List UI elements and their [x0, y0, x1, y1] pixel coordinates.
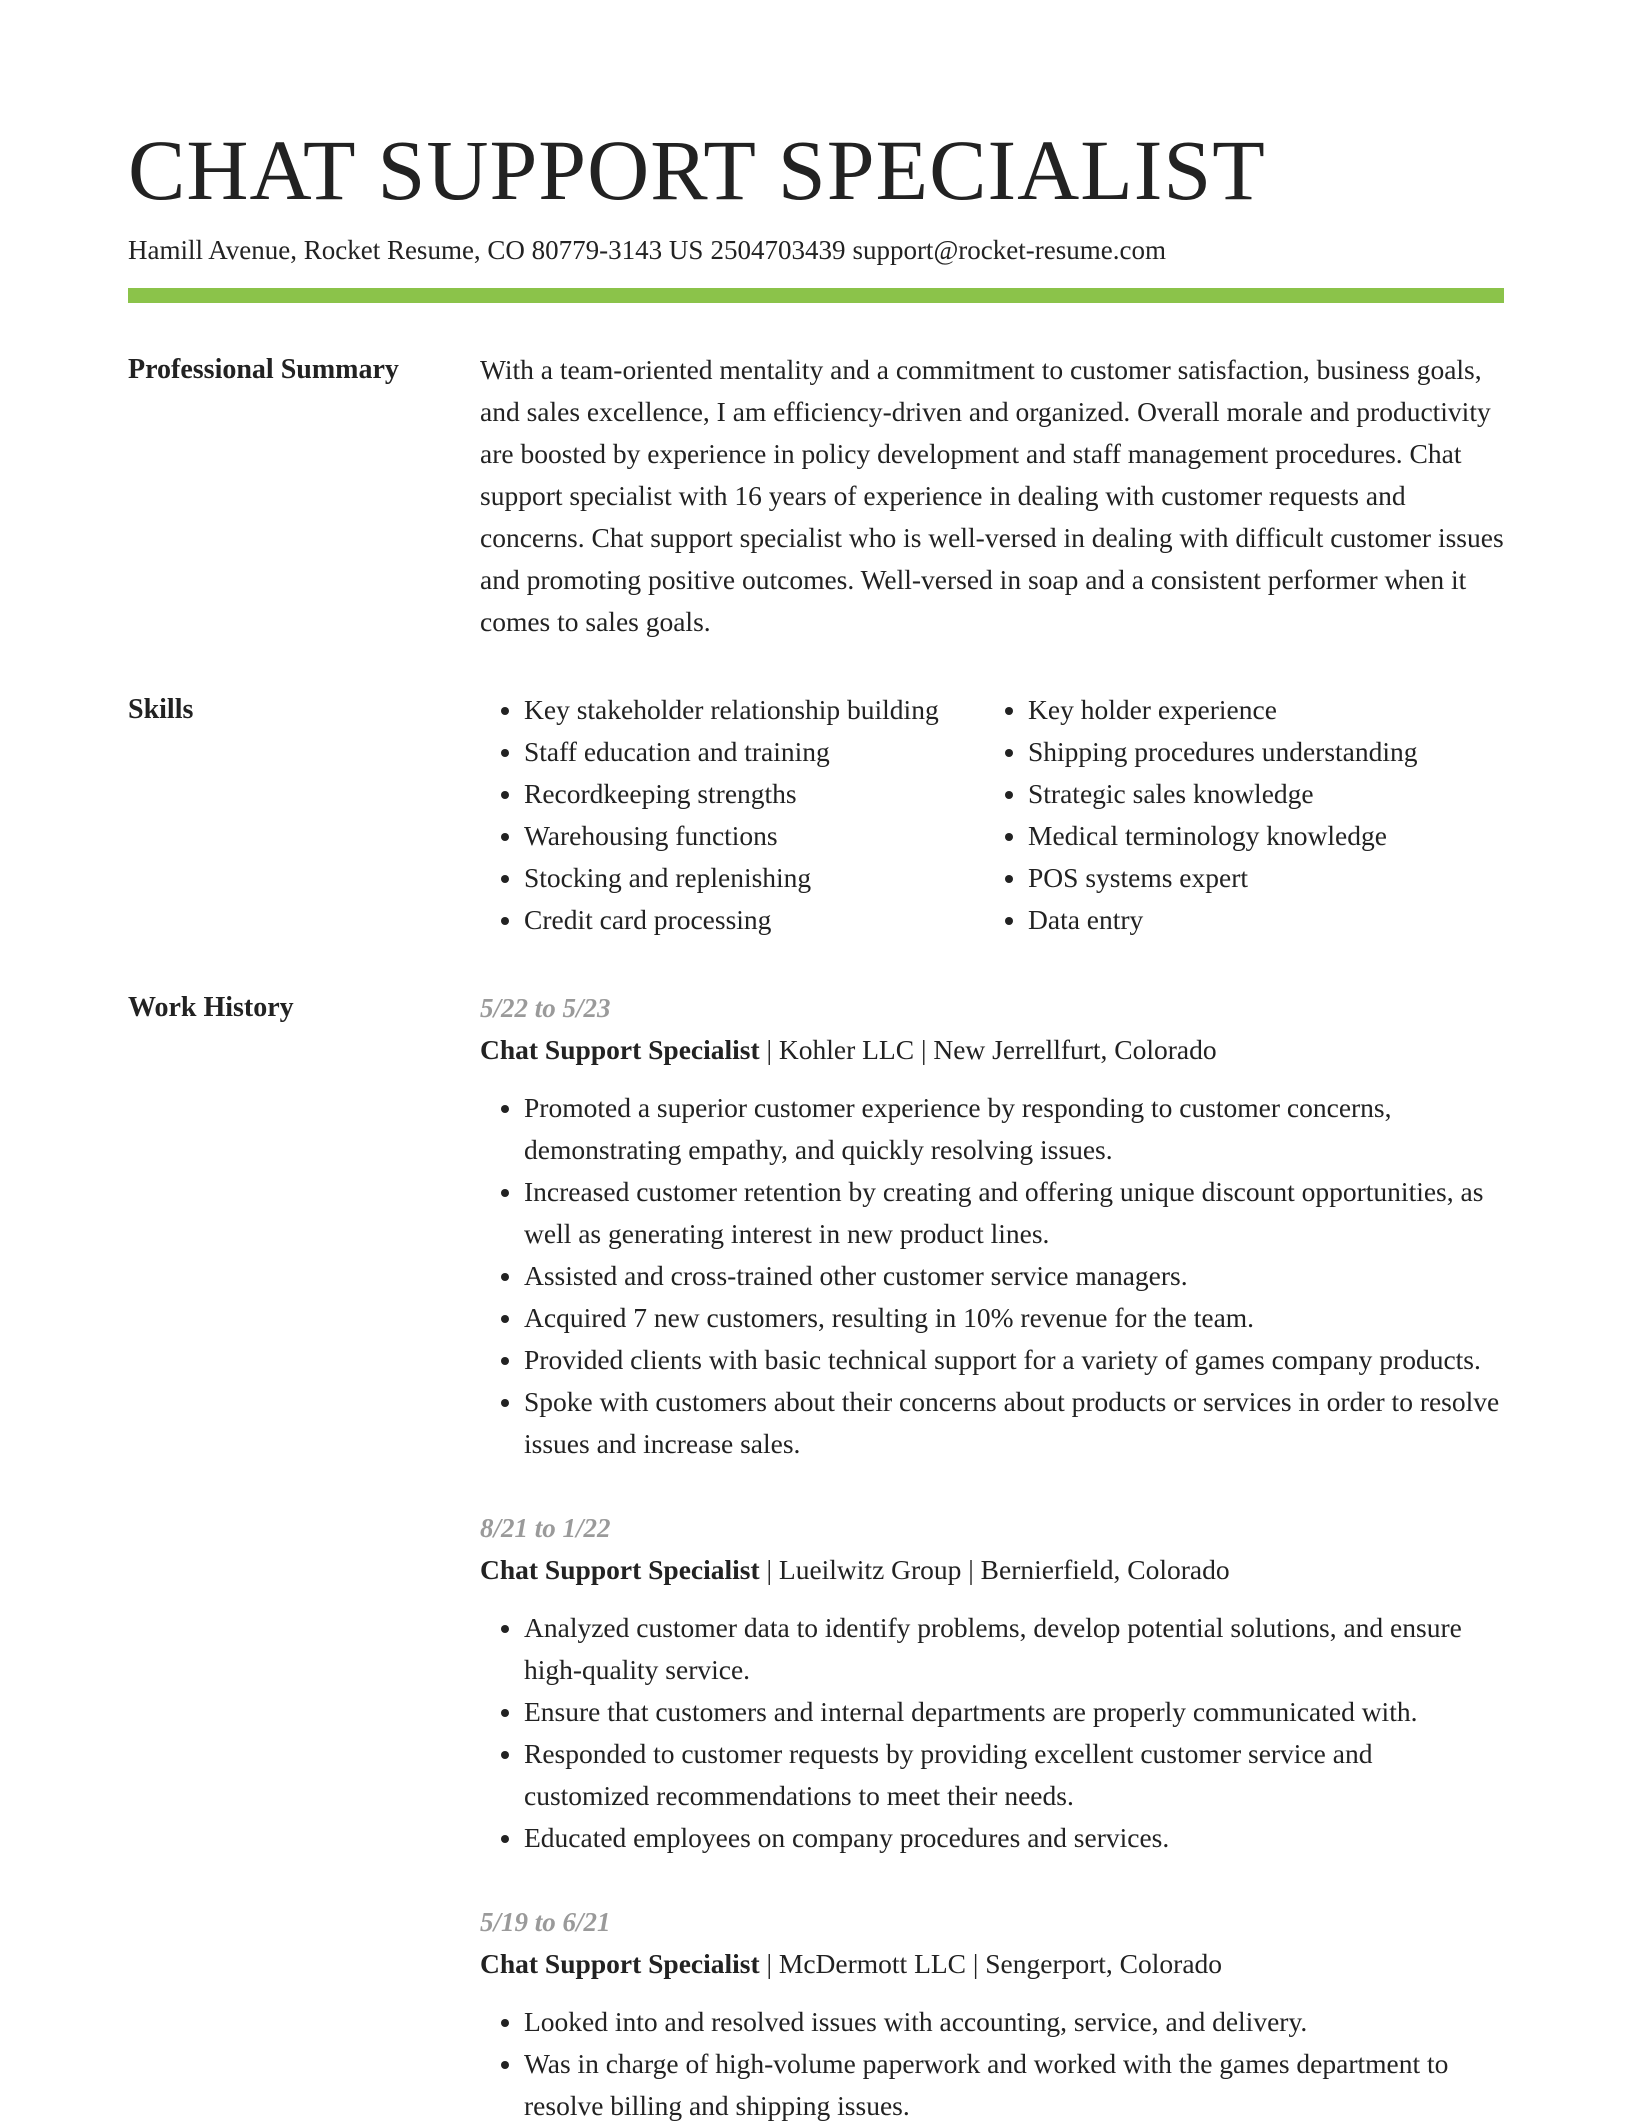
job-bullet: • Assisted and cross-trained other customer service managers. — [524, 1255, 1504, 1297]
job-heading-line — [480, 1943, 1504, 1985]
skill-item: • Shipping procedures understanding — [1028, 731, 1418, 773]
job-title: Chat Support Specialist — [480, 1034, 760, 1065]
summary-text: With a team-oriented mentality and a commitment to customer satisfaction, business goals, and sales excellence, I am efficiency-driven and organized. Overall morale and productivity are boosted by experience in policy development and staff management procedures. Chat support specialist with 16 years of experience in dealing with customer requests and concerns. Chat support specialist who is well-versed in dealing with difficult customer issues and promoting positive outcomes. Well-versed in soap and a consistent performer when it comes to sales goals. — [480, 354, 1504, 637]
job-details: | McDermott LLC | Sengerport, Colorado — [759, 1948, 1223, 1979]
job-entry — [480, 1901, 1504, 2127]
job-bullet: • Ensure that customers and internal departments are properly communicated with. — [524, 1691, 1504, 1733]
skill-item: • Stocking and replenishing — [524, 857, 984, 899]
job-bullet: • Promoted a superior customer experience by responding to customer concerns, demonstrating empathy, and quickly resolving issues. — [524, 1087, 1504, 1171]
resume-page — [128, 118, 1504, 2127]
skill-item: • Recordkeeping strengths — [524, 773, 984, 815]
job-bullet: • Responded to customer requests by providing excellent customer service and customized recommendations to meet their needs. — [524, 1733, 1504, 1817]
job-dates: 8/21 to 1/22 — [480, 1513, 611, 1543]
work-history-section — [128, 987, 1504, 2127]
skills-list-right — [984, 689, 1418, 941]
job-details: | Lueilwitz Group | Bernierfield, Colorado — [759, 1554, 1230, 1585]
skills-list-left — [480, 689, 984, 941]
job-entry — [480, 1507, 1504, 1859]
job-title: Chat Support Specialist — [480, 1554, 760, 1585]
job-bullet: • Spoke with customers about their concerns about products or services in order to resolve issues and increase sales. — [524, 1381, 1504, 1465]
job-bullet: • Acquired 7 new customers, resulting in 10% revenue for the team. — [524, 1297, 1504, 1339]
job-title: Chat Support Specialist — [480, 1948, 760, 1979]
resume-name: CHAT SUPPORT SPECIALIST — [128, 122, 1266, 218]
skill-item: • POS systems expert — [1028, 857, 1418, 899]
job-bullet: • Looked into and resolved issues with accounting, service, and delivery. — [524, 2001, 1504, 2043]
work-history-heading: Work History — [128, 992, 294, 1023]
skill-item: • Staff education and training — [524, 731, 984, 773]
job-dates: 5/22 to 5/23 — [480, 993, 611, 1023]
job-bullet: • Was in charge of high-volume paperwork and worked with the games department to resolve billing and shipping issues. — [524, 2043, 1504, 2127]
skill-item: • Strategic sales knowledge — [1028, 773, 1418, 815]
skill-item: • Key stakeholder relationship building — [524, 689, 984, 731]
contact-line — [128, 232, 1504, 268]
accent-divider — [128, 288, 1504, 303]
job-bullets — [480, 2001, 1504, 2127]
skill-item: • Medical terminology knowledge — [1028, 815, 1418, 857]
contact-address: Hamill Avenue, Rocket Resume, CO 80779-3143 US — [128, 235, 704, 265]
job-details: | Kohler LLC | New Jerrellfurt, Colorado — [759, 1034, 1217, 1065]
job-bullet: • Analyzed customer data to identify problems, develop potential solutions, and ensure high-quality service. — [524, 1607, 1504, 1691]
job-bullet: • Provided clients with basic technical support for a variety of games company products. — [524, 1339, 1504, 1381]
contact-phone: 2504703439 — [710, 235, 846, 265]
skills-heading: Skills — [128, 694, 194, 725]
skill-item: • Data entry — [1028, 899, 1418, 941]
job-bullets — [480, 1607, 1504, 1859]
job-dates: 5/19 to 6/21 — [480, 1907, 611, 1937]
job-heading-line — [480, 1549, 1504, 1591]
job-heading-line — [480, 1029, 1504, 1071]
job-entry — [480, 987, 1504, 1465]
contact-email: support@rocket-resume.com — [852, 235, 1166, 265]
summary-section — [128, 349, 1504, 643]
summary-heading: Professional Summary — [128, 354, 399, 385]
job-bullets — [480, 1087, 1504, 1465]
job-bullet: • Educated employees on company procedures and services. — [524, 1817, 1504, 1859]
skills-section — [128, 689, 1504, 941]
skill-item: • Credit card processing — [524, 899, 984, 941]
job-bullet: • Increased customer retention by creating and offering unique discount opportunities, as well as generating interest in new product lines. — [524, 1171, 1504, 1255]
skill-item: • Key holder experience — [1028, 689, 1418, 731]
skill-item: • Warehousing functions — [524, 815, 984, 857]
